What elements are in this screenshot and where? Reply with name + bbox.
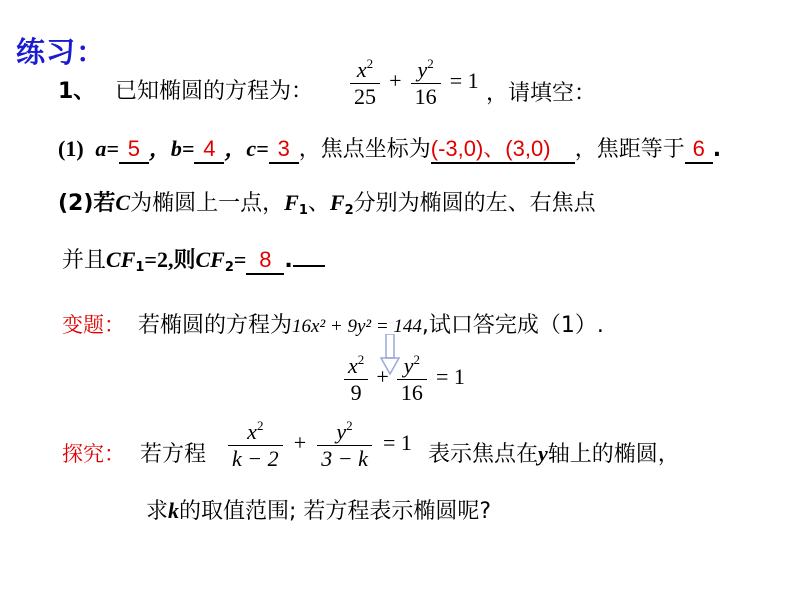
question-text: 已知椭圆的方程为： [114, 79, 313, 104]
question-1 [58, 74, 313, 105]
explore-equation: $\frac{x^2}{k - 2}$ + $\frac{y^2}{3 - k}$ = 1 [228, 418, 412, 472]
fraction-y: $\frac{y^2}{16}$ [411, 56, 441, 110]
explore-label-line: 探究： 若方程 [62, 442, 207, 467]
fraction-x: $\frac{x^2}{25}$ [350, 56, 380, 110]
question-number: 1、 [58, 79, 96, 104]
ellipse-equation: $\frac{x^2}{25}$ + $\frac{y^2}{16}$ = 1 [350, 56, 479, 110]
answer-focal-length: 6 [692, 136, 705, 161]
part-2-continued: 并且$CF_1=2$,则$CF_2= 8$ . [62, 243, 325, 275]
answer-foci: (-3,0)、(3,0) [430, 136, 551, 161]
answer-a: 5 [127, 136, 140, 161]
fill-prompt: ，请填空： [486, 81, 597, 106]
answer-cf2: 8 [259, 247, 272, 272]
part-1: (1) a= 5 ，b= 4 ，c= 3 ，焦点坐标为(-3,0)、(3,0) ，焦距等于 6 . [58, 136, 722, 162]
part-2: (2)若C为椭圆上一点，$F_1$、$F_2$分别为椭圆的左、右焦点 [58, 190, 596, 218]
explore-text: 表示焦点在y轴上的椭圆， [428, 441, 680, 467]
variant-equation: 16x² + 9y² = 144 [292, 316, 422, 337]
explore-label: 探究： [62, 442, 125, 466]
variant-label: 变题： [62, 313, 125, 337]
explore-question: 求k的取值范围; 若方程表示椭圆呢? [146, 498, 492, 524]
page-title: 练习： [16, 35, 107, 69]
variant-line: 变题： 若椭圆的方程为16x² + 9y² = 144,试口答完成（1）. [62, 313, 604, 338]
answer-c: 3 [277, 136, 290, 161]
variant-result-equation: $\frac{x^2}{9}$ + $\frac{y^2}{16}$ = 1 [344, 352, 465, 406]
answer-b: 4 [203, 136, 216, 161]
